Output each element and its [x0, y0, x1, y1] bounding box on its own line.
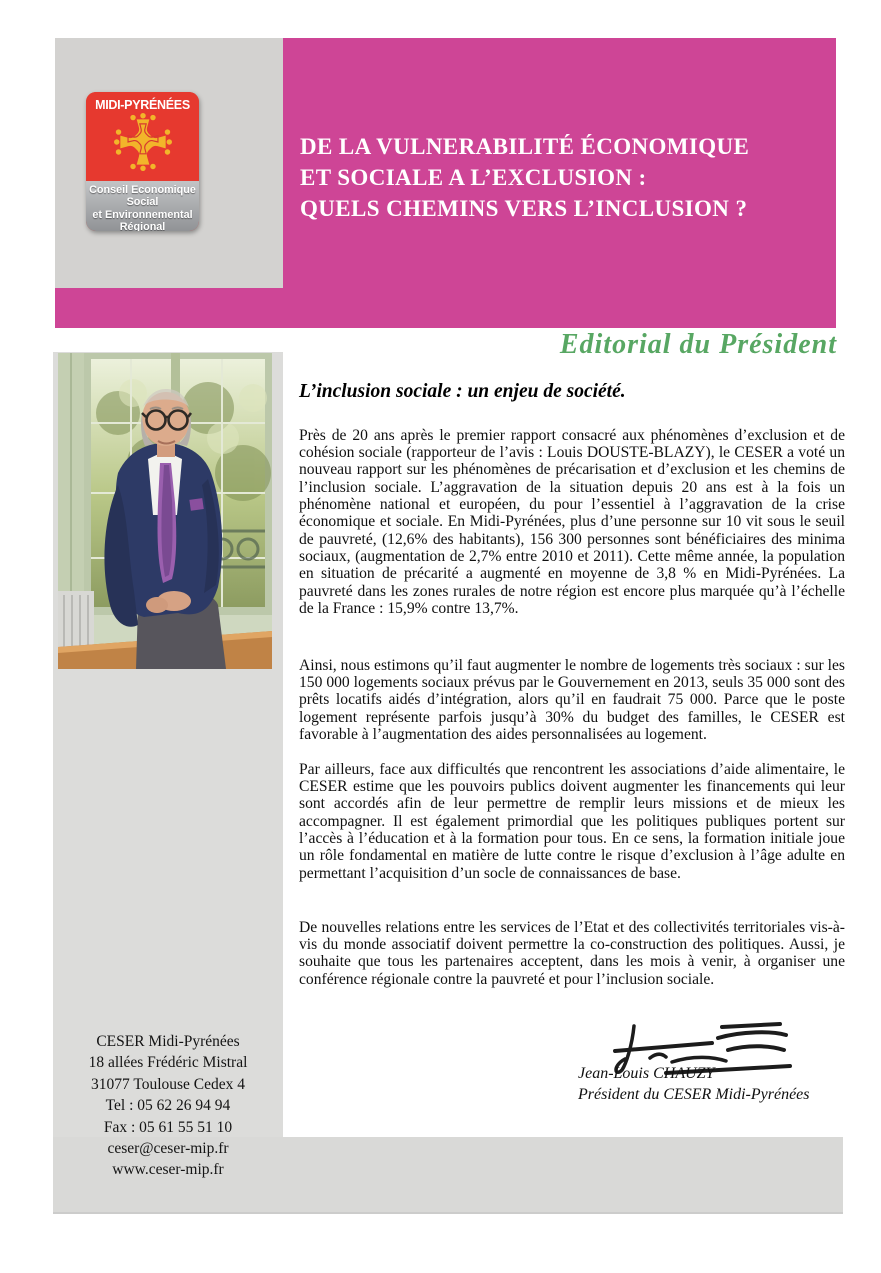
signature-block: [578, 1064, 810, 1105]
contact-tel: Tel : 05 62 26 94 94: [105, 1097, 231, 1115]
logo-org-line: Social: [126, 196, 159, 209]
logo-region-label: MIDI-PYRÉNÉES: [95, 98, 190, 112]
logo-org-line: Conseil Economique: [89, 184, 196, 196]
report-title-line: QUELS CHEMINS VERS L’INCLUSION ?: [300, 196, 748, 221]
editorial-paragraph: Ainsi, nous estimons qu’il faut augmenter le nombre de logements très sociaux : sur les 150 000 logements sociaux prévus par le Gouvernement en 2013, seuls 35 000 sont des prêts locatifs aidés d’intégration, alors qu’il en faudrait 75 000. Parce que le poste logement représente parfois jusqu’à 30% du budget des familles, le CESER est favorable à l’augmentation des aides personnalisées au logement.: [299, 656, 845, 743]
section-title: Editorial du Président: [559, 329, 837, 360]
editorial-paragraph: Par ailleurs, face aux difficultés que rencontrent les associations d’aide alimentaire, le CESER estime que les pouvoirs publics doivent augmenter les financements qui leur sont accordés afin de leur permettre de remplir leurs missions et de mieux les accompagner. Il est également primordial que les politiques publiques portent sur l’accès à l’éducation et à la formation pour tous. En ce sens, la formation initiale joue un rôle fondamental en matière de lutte contre le risque d’exclusion à l’âge adulte en permettant l’acquisition d’un socle de connaissances de base.: [299, 760, 845, 882]
midi-pyrenees-logo: [86, 92, 199, 231]
report-title-line: ET SOCIALE A L’EXCLUSION :: [300, 165, 647, 190]
contact-block: [53, 1031, 283, 1181]
editorial-paragraph: De nouvelles relations entre les services de l’Etat et des collectivités territoriales vis-à-vis du monde associatif doivent permettre la co-construction des politiques. Aussi, je souhaite que tous les partenaires acceptent, dans les mois à venir, à organiser une conférence régionale contre la pauvreté et pour l’inclusion sociale.: [299, 918, 845, 988]
contact-city: 31077 Toulouse Cedex 4: [90, 1075, 246, 1093]
editorial-heading: L’inclusion sociale : un enjeu de société.: [299, 381, 626, 402]
logo-org-line: Régional: [119, 220, 166, 231]
logo-org-name: [86, 181, 199, 231]
signatory-role: Président du CESER Midi-Pyrénées: [578, 1085, 810, 1103]
report-title-line: DE LA VULNERABILITÉ ÉCONOMIQUE: [300, 134, 750, 159]
contact-email: ceser@ceser-mip.fr: [107, 1140, 229, 1158]
editorial-paragraph: Près de 20 ans après le premier rapport consacré aux phénomènes d’exclusion et de cohésion sociale (rapporteur de l’avis : Louis DOUSTE-BLAZY), le CESER a voté un nouveau rapport sur les phénomènes de précarisation et d’exclusion et les chemins de l’inclusion sociale. L’aggravation de la situation depuis 20 ans est à la fois un phénomène national et européen, du pour l’essentiel à l’aggravation de la crise économique et sociale. En Midi-Pyrénées, plus d’une personne sur 10 vit sous le seuil de pauvreté, (12,6% des habitants), 156 300 personnes sont bénéficiaires des minima sociaux, (augmentation de 2,7% entre 2010 et 2011). Cette même année, la population en situation de précarité a augmenté en moyenne de 3,8 % en Midi-Pyrénées. La pauvreté dans les zones rurales de notre région est encore plus marquée qu’à l’échelle de la France : 15,9% contre 13,7%.: [299, 426, 845, 618]
contact-website: www.ceser-mip.fr: [112, 1161, 224, 1179]
signatory-name: Jean-Louis CHAUZY: [578, 1065, 715, 1082]
report-title: [300, 131, 835, 224]
logo-red-section: [86, 92, 199, 181]
president-photo: [58, 353, 272, 669]
logo-org-line: et Environnemental: [92, 208, 193, 221]
contact-org: CESER Midi-Pyrénées: [96, 1033, 240, 1050]
contact-street: 18 allées Frédéric Mistral: [88, 1054, 248, 1072]
occitan-cross-icon: [114, 113, 172, 171]
contact-fax: Fax : 05 61 55 51 10: [103, 1118, 233, 1136]
